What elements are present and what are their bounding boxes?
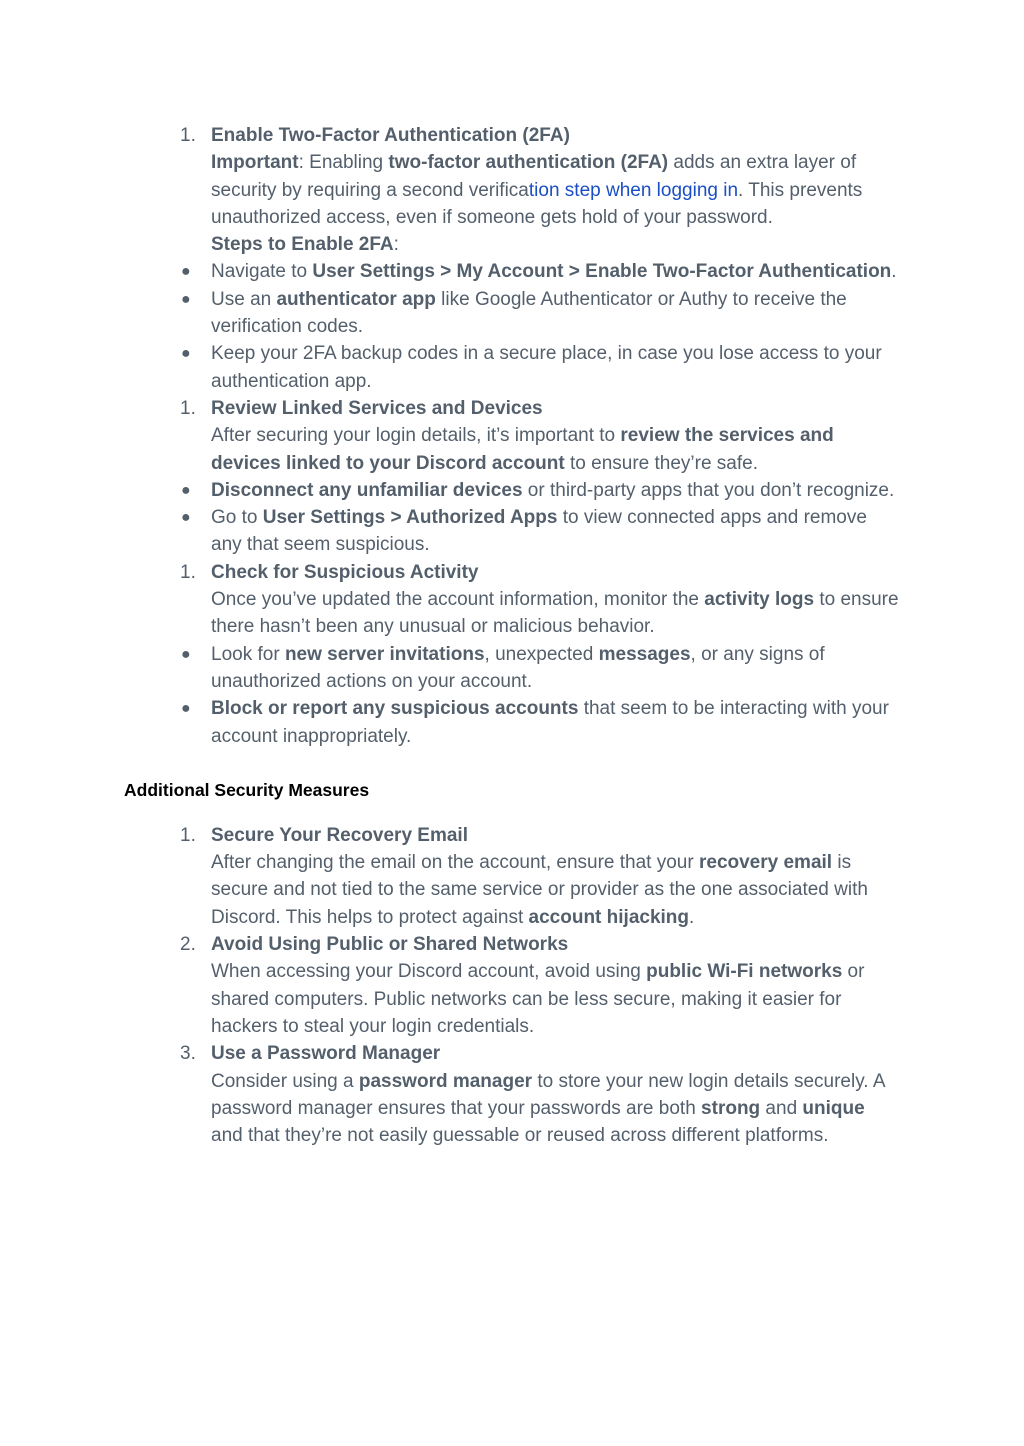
bullet-item: ● Go to User Settings > Authorized Apps to view connected apps and remove any that seem suspicious.	[0, 504, 901, 559]
list-item-review-linked	[0, 395, 901, 477]
bullet-icon: ●	[181, 481, 191, 499]
document-content	[0, 122, 1024, 1149]
item-paragraph: Important: Enabling two-factor authentication (2FA) adds an extra layer of security by requiring a second verification step when logging in. This prevents unauthorized access, even if someone gets hold of your password.	[211, 152, 863, 228]
item-paragraph: When accessing your Discord account, avoid using public Wi-Fi networks or shared computers. Public networks can be less secure, making it easier for hackers to steal your login credentials.	[211, 961, 865, 1037]
text-link[interactable]: tion step when logging in	[528, 179, 739, 201]
section-heading: Additional Security Measures	[124, 779, 370, 800]
list-item-password-manager	[0, 1040, 901, 1149]
steps-label: Steps to Enable 2FA:	[211, 234, 399, 256]
bullet-icon: ●	[181, 700, 191, 718]
bullet-item: ● Disconnect any unfamiliar devices or third-party apps that you don’t recognize.	[0, 477, 901, 504]
item-title: Enable Two-Factor Authentication (2FA)	[211, 125, 570, 146]
item-paragraph: Consider using a password manager to store your new login details securely. A password manager ensures that your passwords are both strong and unique and that they’re not easily guessable or reused across different platforms.	[211, 1070, 885, 1147]
bullet-item: ● Use an authenticator app like Google Authenticator or Authy to receive the verification codes.	[0, 286, 901, 341]
bullet-icon: ●	[181, 290, 191, 308]
bullet-item: ● Navigate to User Settings > My Account > Enable Two-Factor Authentication.	[0, 258, 901, 285]
list-number: 1.	[180, 561, 196, 583]
item-title: Review Linked Services and Devices	[211, 397, 543, 419]
bullet-icon: ●	[181, 509, 191, 527]
bullet-icon: ●	[181, 645, 191, 663]
bullet-icon: ●	[181, 345, 191, 363]
list-number: 1.	[180, 824, 196, 846]
list-item-recovery-email	[0, 822, 901, 931]
list-item-suspicious-activity	[0, 559, 901, 641]
item-title: Check for Suspicious Activity	[211, 561, 479, 583]
list-item-public-networks	[0, 931, 901, 1040]
item-paragraph: After changing the email on the account, ensure that your recovery email is secure and not tied to the same service or provider as the one associated with Discord. This helps to protect against account hijacking.	[211, 852, 868, 928]
list-number: 1.	[180, 125, 196, 146]
bullet-item: ● Block or report any suspicious accounts that seem to be interacting with your account inappropriately.	[0, 695, 901, 750]
item-paragraph: After securing your login details, it’s important to review the services and devices linked to your Discord account to ensure they’re safe.	[211, 425, 834, 474]
item-title: Secure Your Recovery Email	[211, 824, 468, 846]
bullet-item: ● Keep your 2FA backup codes in a secure place, in case you lose access to your authentication app.	[0, 340, 901, 395]
list-number: 2.	[180, 934, 196, 956]
list-number: 3.	[180, 1043, 196, 1065]
item-paragraph: Once you’ve updated the account information, monitor the activity logs to ensure there hasn’t been any unusual or malicious behavior.	[211, 589, 899, 638]
bullet-icon: ●	[181, 263, 191, 281]
item-title: Avoid Using Public or Shared Networks	[211, 934, 569, 956]
item-title: Use a Password Manager	[211, 1043, 441, 1065]
bullet-item: ● Look for new server invitations, unexpected messages, or any signs of unauthorized actions on your account.	[0, 641, 901, 696]
list-item-enable-2fa	[0, 122, 901, 258]
list-number: 1.	[180, 397, 196, 419]
